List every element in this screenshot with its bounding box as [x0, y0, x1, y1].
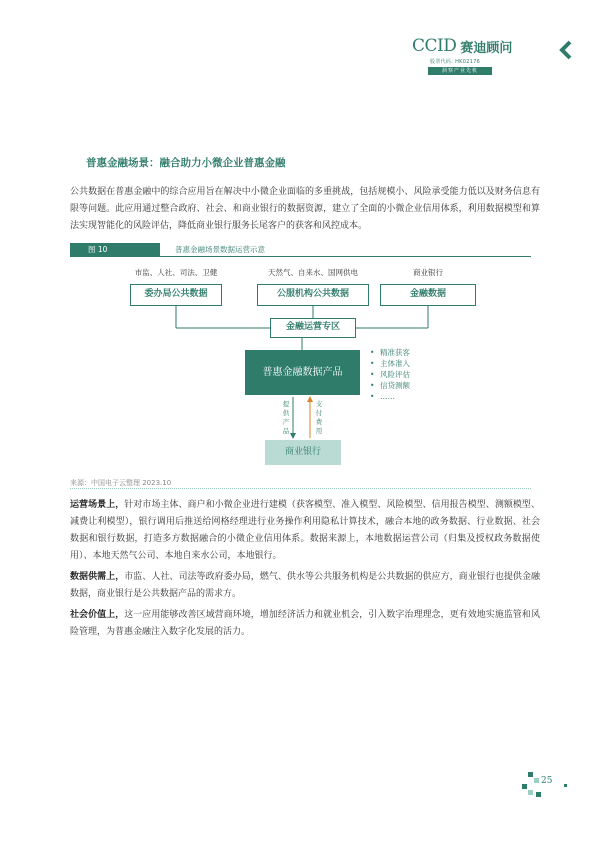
source-box-utilities: 公服机构公共数据	[257, 284, 369, 306]
scene-body: 针对市场主体、商户和小微企业进行建模（获客模型、准入模型、风险模型、信用报告模型、测额模型、减费让利模型），银行调用后推送给网格经理进行业务操作利用隐私计算技术，融合本地的政务数据、行业数据、社会数据和银行数据，打造多方数据融合的小微企业信用体系。数据来源上，本地数据运营公司（归集及授权政务数据使用）、本地天然气公司、本地自来水公司，本地银行。	[70, 500, 540, 561]
source-box-bank: 金融数据	[380, 284, 476, 306]
list-item: • 精准获客	[370, 347, 410, 358]
logo-slogan: 洞察产业先机	[428, 67, 492, 75]
operation-zone-box: 金融运营专区	[270, 318, 356, 338]
list-item: • 风险评估	[370, 369, 410, 380]
logo-name-text: 赛迪顾问	[460, 40, 513, 56]
chevron-left-icon	[558, 40, 576, 60]
list-item: • ……	[370, 391, 410, 402]
figure-source-note: 来源：中国电子云整理 2023.10	[70, 479, 172, 487]
figure-divider	[70, 256, 531, 257]
figure-number: 图 10	[70, 243, 160, 257]
source-box-gov: 委办局公共数据	[130, 284, 222, 306]
commercial-bank-box: 商业银行	[265, 440, 341, 465]
scene-paragraph	[70, 497, 540, 565]
scene-lead: 运营场景上，	[70, 500, 125, 510]
ccid-logo	[412, 36, 562, 84]
logo-stock-code: 股票代码: HK02176	[430, 59, 481, 65]
intro-paragraph: 公共数据在普惠金融中的综合应用旨在解决中小微企业面临的多重挑战，包括规模小、风险承受能力低以及财务信息有限等问题。此应用通过整合政府、社会、和商业银行的数据资源，建立了全面的小微企业信用体系，利用数据模型和算法实现智能化的风险评估，降低商业银行服务长尾客户的获客和风控成本。	[70, 187, 540, 231]
list-item: • 信贷测额	[370, 380, 410, 391]
arrow-label-provide: 提供产品	[282, 400, 290, 435]
arrow-label-pay: 支付费用	[315, 400, 323, 435]
source-caption-utilities: 天然气、自来水、国网供电	[268, 268, 358, 277]
supply-lead: 数据供需上，	[70, 572, 125, 582]
figure-header	[70, 243, 531, 257]
source-caption-gov: 市监、人社、司法、卫健	[134, 268, 218, 277]
value-lead: 社会价值上，	[70, 610, 125, 620]
list-item: • 主体准入	[370, 358, 410, 369]
source-caption-bank: 商业银行	[413, 268, 443, 277]
section-title: 普惠金融场景：融合助力小微企业普惠金融	[86, 157, 286, 169]
figure-title: 普惠金融场景数据运营示意	[175, 245, 265, 254]
flow-diagram	[70, 258, 531, 473]
dotted-divider	[70, 488, 531, 489]
data-product-box: 普惠金融数据产品	[245, 350, 360, 395]
value-paragraph	[70, 607, 540, 641]
supply-paragraph	[70, 569, 540, 603]
product-features-list	[370, 347, 410, 402]
value-body: 这一应用能够改善区域营商环境，增加经济活力和就业机会，引入数字治理理念，更有效地实施监管和风险管理，为普惠金融注入数字化发展的活力。	[70, 610, 540, 637]
page-number: 25	[541, 776, 553, 786]
supply-body: 市监、人社、司法等政府委办局，燃气、供水等公共服务机构是公共数据的供应方，商业银行也提供金融数据，商业银行是公共数据产品的需求方。	[70, 572, 540, 599]
logo-ccid-text: CCID	[412, 36, 457, 56]
